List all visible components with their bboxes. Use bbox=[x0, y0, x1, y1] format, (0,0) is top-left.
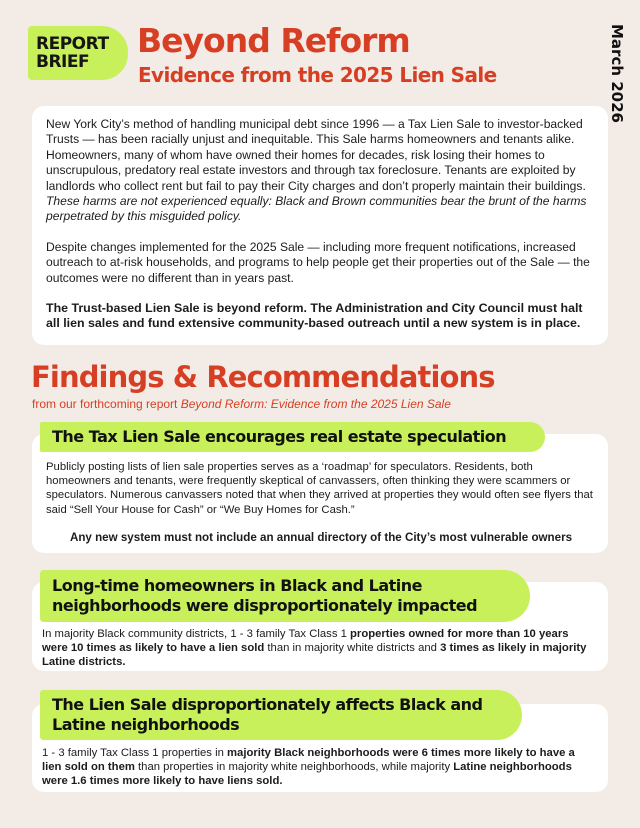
finding-2-text-1: In majority Black community districts, 1 - 3 family Tax Class 1 bbox=[42, 628, 351, 640]
finding-2-text-2: than in majority white districts and bbox=[264, 642, 441, 655]
finding-3-text-1: 1 - 3 family Tax Class 1 properties in bbox=[42, 747, 228, 759]
page-title: Beyond Reform bbox=[137, 21, 410, 60]
findings-subtitle-report-name: Beyond Reform: Evidence from the 2025 Lien Sale bbox=[180, 397, 451, 411]
intro-paragraph-1 bbox=[46, 117, 596, 225]
intro-paragraph-2: Despite changes implemented for the 2025 Sale — including more frequent notifications, increased outreach to at-risk households, and programs to help people get their properties out of the Sale — the outcomes were no different than in years past. bbox=[46, 239, 590, 285]
finding-2-body bbox=[42, 627, 596, 670]
findings-subtitle bbox=[32, 397, 451, 411]
finding-1-recommendation: Any new system must not include an annual directory of the City’s most vulnerable owners bbox=[69, 530, 573, 544]
report-brief-badge bbox=[28, 26, 128, 80]
finding-3-banner bbox=[40, 690, 522, 740]
publication-date: March 2026 bbox=[608, 24, 626, 123]
finding-1-heading: The Tax Lien Sale encourages real estate speculation bbox=[52, 427, 507, 446]
findings-subtitle-prefix: from our forthcoming report bbox=[32, 397, 181, 411]
finding-2-banner bbox=[40, 570, 530, 622]
finding-2-stat-2: 3 times as likely in majority Latine districts. bbox=[42, 642, 587, 669]
intro-paragraph-1-emphasis: These harms are not experienced equally: Black and Brown communities bear the brunt of the harms perpetrated by this misguided policy. bbox=[46, 194, 587, 224]
finding-2-heading: Long-time homeowners in Black and Latine neighborhoods were disproportionately impacted bbox=[52, 576, 478, 615]
finding-3-stat-1: majority Black neighborhoods were 6 times more likely to have a lien sold on them bbox=[42, 747, 575, 774]
findings-title: Findings & Recommendations bbox=[31, 360, 495, 394]
finding-1-banner bbox=[40, 422, 545, 452]
badge-label: REPORT BRIEF bbox=[36, 34, 109, 72]
intro-paragraph-1-text: New York City’s method of handling municipal debt since 1996 — a Tax Lien Sale to investor-backed Trusts — has been racially unjust and inequitable. This Sale harms homeowners and tenants alike. Homeowners, many of whom have owned their homes for decades, risk losing their homes to unscrupulous, predatory real estate investors and through tax foreclosure. Tenants are exploited by landlords who collect rent but fail to pay their City charges and don’t properly maintain their buildings. bbox=[46, 117, 586, 193]
finding-3-body bbox=[42, 746, 596, 789]
intro-card bbox=[32, 106, 608, 345]
finding-3-heading: The Lien Sale disproportionately affects Black and Latine neighborhoods bbox=[52, 695, 483, 734]
finding-1-body: Publicly posting lists of lien sale properties serves as a ‘roadmap’ for speculators. Residents, both homeowners and tenants, were frequently skeptical of canvassers, often thinking they were scammers or speculators. Numerous canvassers noted that when they arrived at properties they would often see flyers that said “Sell Your House for Cash” or “We Buy Homes for Cash.” bbox=[46, 461, 593, 516]
finding-3-text-2: than properties in majority white neighborhoods, while majority bbox=[134, 761, 454, 774]
intro-call-to-action: The Trust-based Lien Sale is beyond reform. The Administration and City Council must halt all lien sales and fund extensive community-based outreach until a new system is in place. bbox=[46, 301, 583, 331]
finding-3-stat-2: Latine neighborhoods were 1.6 times more likely to have liens sold. bbox=[42, 761, 572, 788]
finding-2-stat-1: properties owned for more than 10 years were 10 times as likely to have a lien sold bbox=[42, 628, 569, 655]
page-subtitle: Evidence from the 2025 Lien Sale bbox=[138, 63, 497, 87]
